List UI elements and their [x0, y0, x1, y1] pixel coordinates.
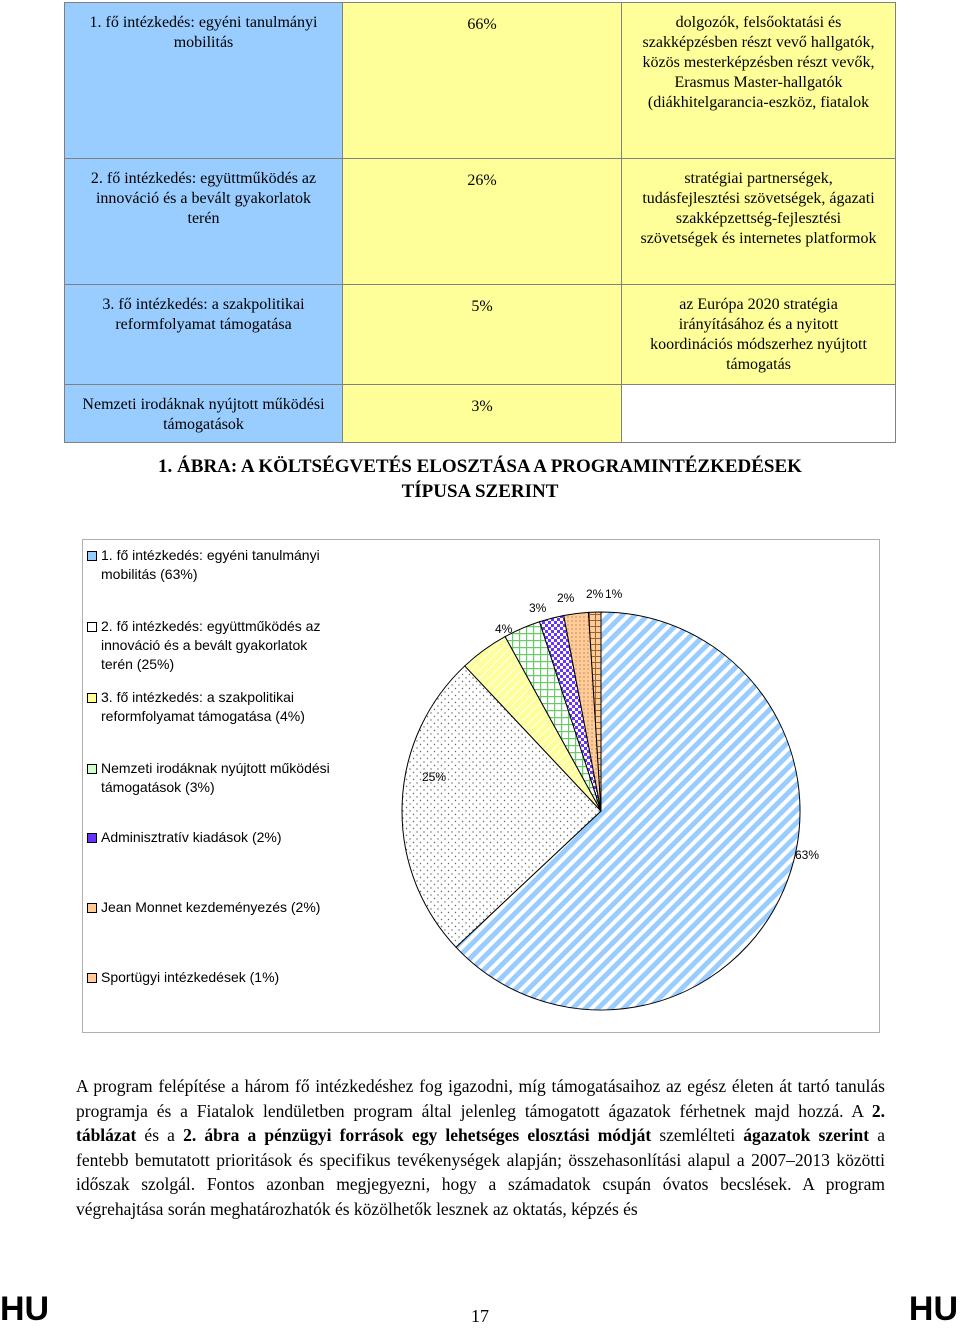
measure-description-cell: stratégiai partnerségek, tudásfejlesztési szövetségek, ágazati szakképzettség-fejlesztési szövetségek és internetes platformok — [622, 159, 896, 285]
measure-description-cell: az Európa 2020 stratégia irányításához és a nyitott koordinációs módszerhez nyújtott támogatás — [622, 285, 896, 385]
table-row — [65, 285, 896, 385]
table-row — [65, 3, 896, 159]
paragraph-text: szemlélteti — [651, 1125, 744, 1145]
figure-caption-line2: TÍPUSA SZERINT — [401, 481, 559, 502]
paragraph-bold-text: 2. ábra a pénzügyi források egy lehetséges elosztási módját — [183, 1125, 652, 1145]
legend-label: Nemzeti irodáknak nyújtott működési támogatások (3%) — [101, 760, 330, 795]
legend-label: Adminisztratív kiadások (2%) — [101, 829, 282, 845]
pie-data-label: 2% — [586, 587, 604, 601]
language-code-right: HU — [908, 1290, 958, 1328]
measure-name-cell: 3. fő intézkedés: a szakpolitikai reformfolyamat támogatása — [65, 285, 343, 385]
measure-percent-cell: 66% — [343, 3, 622, 159]
measure-name-cell: 1. fő intézkedés: egyéni tanulmányi mobilitás — [65, 3, 343, 159]
figure-caption-line1: 1. ÁBRA: A KÖLTSÉGVETÉS ELOSZTÁSA A PROGRAMINTÉZKEDÉSEK — [158, 456, 802, 477]
pie-chart-frame — [82, 539, 880, 1033]
legend-label: 2. fő intézkedés: együttműködés az innováció és a bevált gyakorlatok terén (25%) — [101, 618, 321, 672]
paragraph-bold-text: ágazatok szerint — [743, 1125, 870, 1145]
budget-table — [64, 2, 896, 443]
paragraph-text: a fentebb bemutatott prioritások és specifikus tevékenységek alapján; összehasonlítási alapul a 2007–2013 közötti időszak szolgál. Fontos azonban megjegyezni, hogy a számadatok csupán óvatos becslések. A program végrehajtása során meghatározhatók és közölhetők lesznek az oktatás, képzés és — [76, 1125, 885, 1219]
pie-data-label: 1% — [605, 587, 623, 601]
paragraph-text: A program felépítése a három fő intézkedéshez fog igazodni, míg támogatásaihoz az egész életen át tartó tanulás programja és a Fiatalok lendületben program által jelenleg támogatott ágazatok férhetnek majd hozzá. A — [76, 1076, 885, 1121]
measure-name-cell: 2. fő intézkedés: együttműködés az innováció és a bevált gyakorlatok terén — [65, 159, 343, 285]
measure-description-cell — [622, 385, 896, 443]
paragraph-bold-text: 2. táblázat — [76, 1100, 885, 1145]
legend-label: Jean Monnet kezdeményezés (2%) — [101, 899, 321, 915]
language-code-left: HU — [0, 1290, 50, 1328]
legend-label: 1. fő intézkedés: egyéni tanulmányi mobilitás (63%) — [101, 547, 320, 582]
table-row — [65, 159, 896, 285]
pie-data-label: 2% — [557, 591, 575, 605]
pie-data-label: 25% — [422, 770, 447, 784]
pie-chart — [83, 540, 879, 1032]
measure-percent-cell: 3% — [343, 385, 622, 443]
pie-data-label: 63% — [795, 848, 820, 862]
measure-percent-cell: 26% — [343, 159, 622, 285]
page-number: 17 — [471, 1306, 489, 1326]
legend-label: Sportügyi intézkedések (1%) — [101, 969, 280, 985]
body-paragraph — [76, 1074, 885, 1221]
legend-label: 3. fő intézkedés: a szakpolitikai reformfolyamat támogatása (4%) — [101, 689, 305, 724]
paragraph-text: és a — [136, 1125, 184, 1145]
pie-data-label: 4% — [495, 622, 513, 636]
measure-name-cell: Nemzeti irodáknak nyújtott működési támogatások — [65, 385, 343, 443]
measure-percent-cell: 5% — [343, 285, 622, 385]
measure-description-cell: dolgozók, felsőoktatási és szakképzésben részt vevő hallgatók, közös mesterképzésben részt vevők, Erasmus Master-hallgatók (diákhitelgarancia-eszköz, fiatalok — [622, 3, 896, 159]
pie-data-label: 3% — [529, 601, 547, 615]
table-row — [65, 385, 896, 443]
